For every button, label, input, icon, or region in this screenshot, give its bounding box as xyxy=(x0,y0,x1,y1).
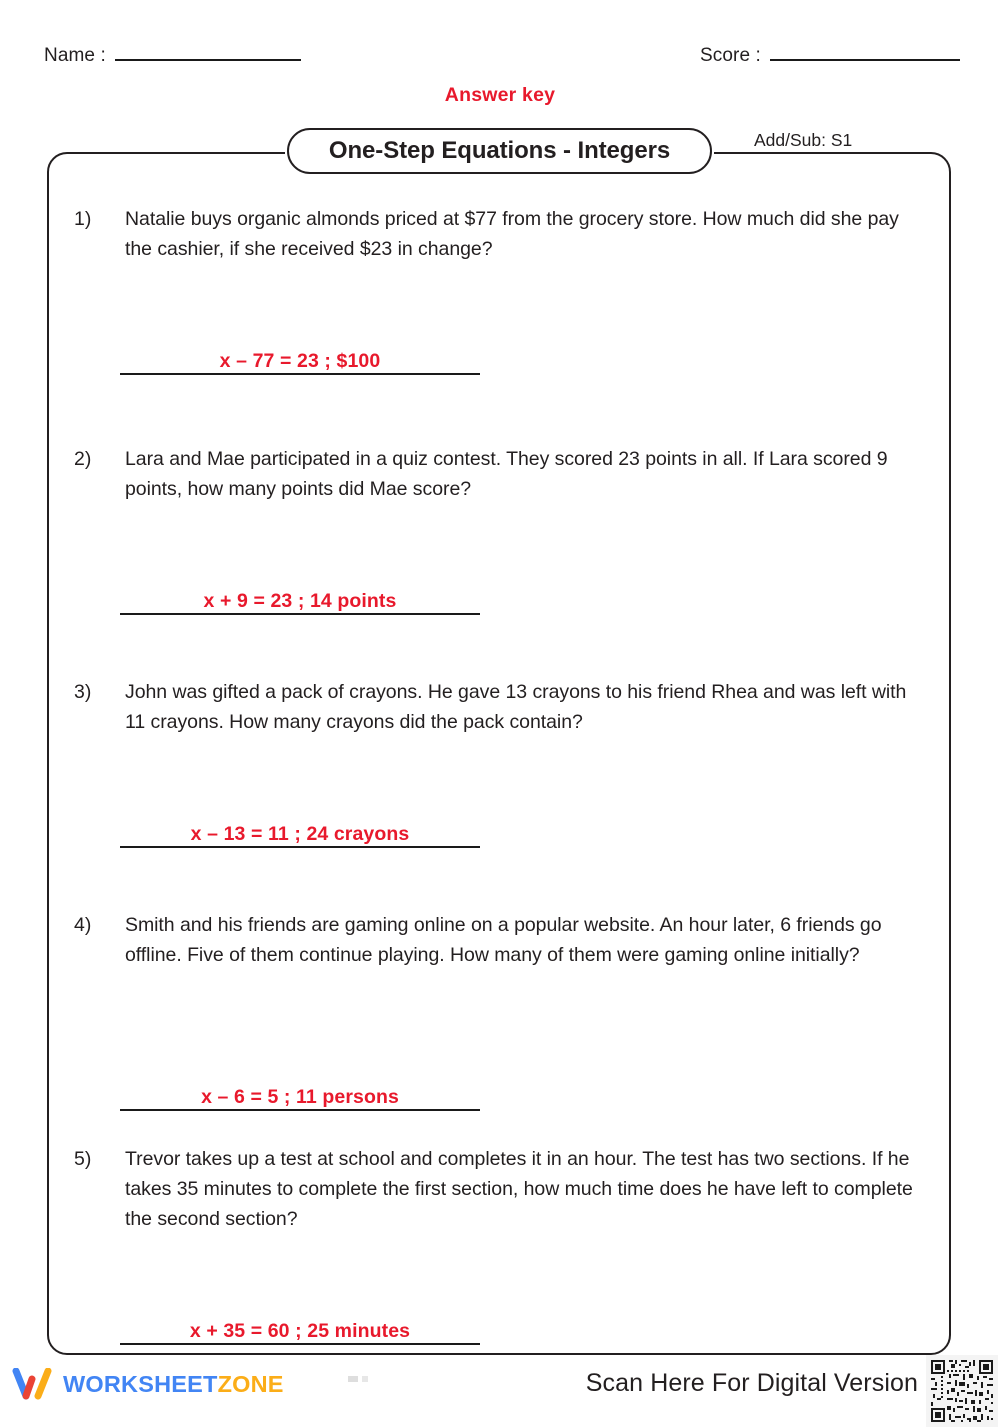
question-text: Smith and his friends are gaming online on a popular website. An hour later, 6 friends go offline. Five of them continue playing. How many of them were gaming online initially? xyxy=(125,914,882,966)
question-number: 2) xyxy=(74,448,92,470)
answer-value: x + 9 = 23 ; 14 points xyxy=(203,590,397,612)
scan-instruction-label: Scan Here For Digital Version xyxy=(585,1369,918,1397)
page-footer xyxy=(0,1355,1000,1415)
answer-value: x – 13 = 11 ; 24 crayons xyxy=(190,823,410,845)
question-text: Trevor takes up a test at school and completes it in an hour. The test has two sections. If he takes 35 minutes to complete the first section, how much time does he have left to complete the second section? xyxy=(125,1148,913,1230)
question-number: 4) xyxy=(74,914,92,936)
sheet-code-label: Add/Sub: S1 xyxy=(748,130,858,151)
answer-value: x – 77 = 23 ; $100 xyxy=(219,350,381,372)
answer-value: x – 6 = 5 ; 11 persons xyxy=(201,1086,399,1108)
answer-slot[interactable] xyxy=(120,581,480,615)
brand-text xyxy=(63,1371,284,1398)
score-field[interactable] xyxy=(700,42,960,67)
page-title: One-Step Equations - Integers xyxy=(328,137,671,164)
name-label: Name : xyxy=(44,45,106,66)
question-number: 1) xyxy=(74,208,92,230)
answer-slot[interactable] xyxy=(120,341,480,375)
answer-slot[interactable] xyxy=(120,1311,480,1345)
student-info-row xyxy=(0,42,1000,76)
brand-text-zone: ZONE xyxy=(217,1370,284,1397)
question-text: John was gifted a pack of crayons. He gave 13 crayons to his friend Rhea and was left with 11 crayons. How many crayons did the pack contain? xyxy=(125,681,907,733)
question-number: 5) xyxy=(74,1148,92,1170)
qr-code-icon[interactable] xyxy=(926,1355,998,1427)
score-label: Score : xyxy=(700,45,761,66)
brand-text-worksheet: WORKSHEET xyxy=(63,1370,218,1397)
question-text: Natalie buys organic almonds priced at $77 from the grocery store. How much did she pay the cashier, if she received $23 in change? xyxy=(125,208,899,260)
name-field[interactable] xyxy=(44,42,301,67)
problem-list xyxy=(47,152,951,1355)
question-row xyxy=(47,204,951,264)
question-row xyxy=(47,444,951,504)
question-row xyxy=(47,677,951,737)
question-row xyxy=(47,1144,951,1234)
answer-key-caption: Answer key xyxy=(444,84,556,106)
question-number: 3) xyxy=(74,681,92,703)
brand-logo[interactable] xyxy=(12,1368,284,1400)
question-row xyxy=(47,910,951,970)
score-input-rule[interactable] xyxy=(770,42,960,61)
worksheet-title-pill xyxy=(287,128,712,174)
answer-slot[interactable] xyxy=(120,814,480,848)
question-text: Lara and Mae participated in a quiz contest. They scored 23 points in all. If Lara scored 9 points, how many points did Mae score? xyxy=(125,448,888,500)
answer-slot[interactable] xyxy=(120,1077,480,1111)
answer-value: x + 35 = 60 ; 25 minutes xyxy=(189,1320,411,1342)
worksheet-zone-w-logo-icon xyxy=(12,1368,54,1400)
name-input-rule[interactable] xyxy=(115,42,301,61)
